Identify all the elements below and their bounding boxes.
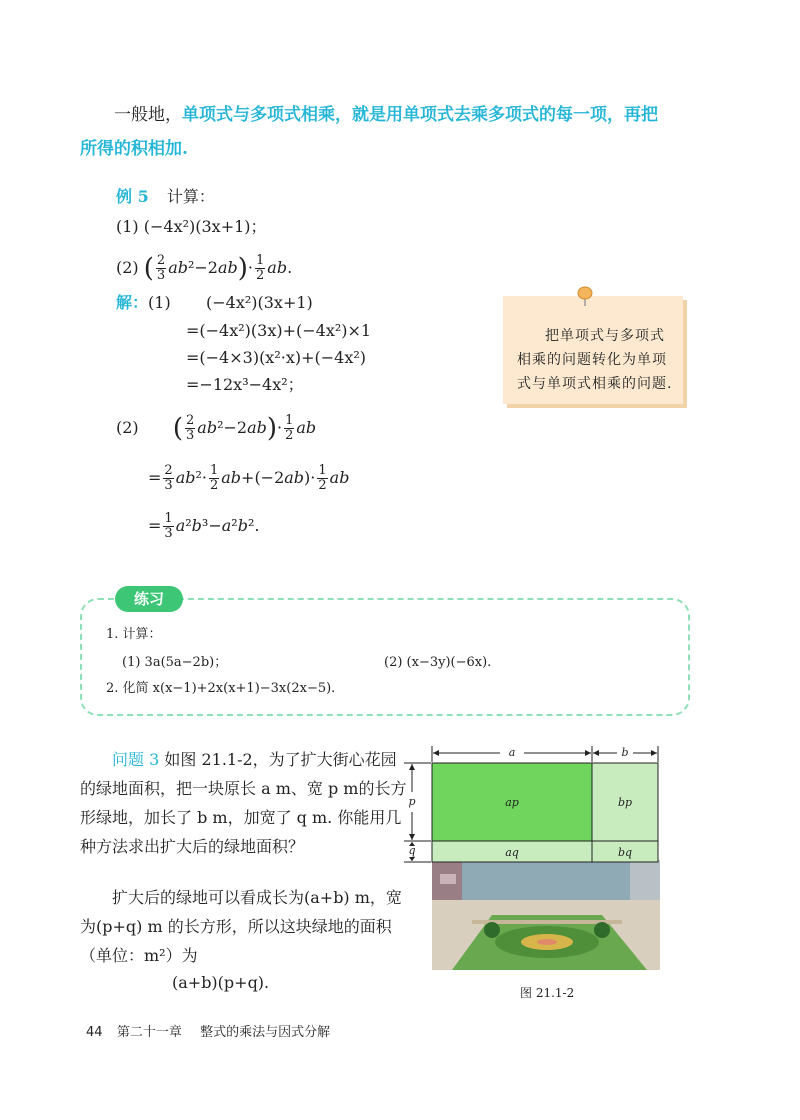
cell-ap-label: ap bbox=[505, 796, 519, 809]
figure-21-1-2 bbox=[400, 742, 670, 1000]
dim-a-label: a bbox=[508, 746, 516, 759]
cell-bp-label: bp bbox=[617, 796, 633, 809]
side-note-text: 把单项式与多项式相乘的问题转化为单项式与单项式相乘的问题. bbox=[517, 328, 673, 392]
problem3-label: 问题 3 bbox=[112, 750, 160, 769]
solution-step: =(−4×3)(x²·x)+(−4x²) bbox=[186, 348, 367, 367]
fraction-one-half: $\frac{1}{2}$ bbox=[318, 463, 327, 493]
garden-photo bbox=[432, 860, 660, 970]
exercise-q1: 1. 计算： bbox=[106, 627, 162, 642]
figure-caption: 图 21.1-2 bbox=[520, 986, 575, 1000]
solution-part1-label: (1) bbox=[148, 293, 171, 312]
fraction-one-half: $\frac{1}{2}$ bbox=[285, 413, 294, 443]
dim-p-label: p bbox=[408, 795, 416, 808]
item2-label: (2) bbox=[116, 258, 139, 277]
example-heading bbox=[116, 186, 215, 208]
fraction-two-thirds: $\frac{2}{3}$ bbox=[164, 463, 173, 493]
side-note bbox=[503, 296, 683, 404]
chapter-label: 第二十一章 bbox=[116, 1025, 182, 1040]
pushpin-icon bbox=[576, 286, 594, 306]
exercise-tag: 练习 bbox=[115, 586, 183, 612]
dim-b-label: b bbox=[621, 746, 629, 759]
example-label: 例 5 bbox=[116, 187, 149, 206]
solution-part2-line1: (2) ( $\frac{2}{3}$ ab²−2ab)· $\frac{1}{2}$ ab bbox=[116, 413, 317, 444]
fraction-one-third: $\frac{1}{3}$ bbox=[164, 511, 173, 541]
rule-text-line2: 所得的积相加. bbox=[80, 139, 188, 159]
cell-bq-label: bq bbox=[617, 846, 633, 859]
area-formula: (a+b)(p+q). bbox=[172, 973, 270, 992]
example-instruction: 计算： bbox=[166, 187, 215, 206]
solution-step: (−4x²)(3x+1) bbox=[206, 293, 313, 312]
fraction-one-half: $\frac{1}{2}$ bbox=[256, 253, 265, 283]
exercise-q1a: (1) 3a(5a−2b)； bbox=[122, 655, 228, 670]
exercise-q2: 2. 化简 x(x−1)+2x(x+1)−3x(2x−5). bbox=[106, 681, 336, 696]
example-item-2: (2) ( $\frac{2}{3}$ ab²−2ab)· $\frac{1}{2}$ ab. bbox=[116, 253, 293, 284]
solution-part2-line2: = $\frac{2}{3}$ ab²· $\frac{1}{2}$ ab+(−2ab)· $\frac{1}{2}$ ab bbox=[148, 463, 350, 493]
solution-label: 解：(1) bbox=[116, 293, 171, 312]
dim-q-label: q bbox=[408, 844, 416, 857]
solution-step: =−12x³−4x²； bbox=[186, 375, 304, 394]
solution-step: =(−4x²)(3x)+(−4x²)×1 bbox=[186, 321, 372, 340]
fraction-one-half: $\frac{1}{2}$ bbox=[209, 463, 219, 493]
exercise-q1b: (2) (x−3y)(−6x). bbox=[384, 655, 492, 670]
chapter-title: 整式的乘法与因式分解 bbox=[200, 1025, 331, 1040]
problem3-text bbox=[80, 745, 410, 861]
fraction-two-thirds: $\frac{2}{3}$ bbox=[186, 413, 195, 443]
intro-lead: 一般地， bbox=[114, 105, 182, 125]
solution-part2-line3: = $\frac{1}{3}$ a²b³−a²b². bbox=[148, 511, 260, 541]
intro-paragraph bbox=[80, 98, 700, 166]
problem3-body: 如图 21.1-2，为了扩大街心花园的绿地面积，把一块原长 a m、宽 p m的长方形绿地，加长了 b m，加宽了 q m. 你能用几种方法求出扩大后的绿地面积？ bbox=[80, 750, 407, 856]
fraction-two-thirds: $\frac{2}{3}$ bbox=[156, 253, 166, 283]
cell-aq-label: aq bbox=[505, 846, 519, 859]
rule-text-line1: 单项式与多项式相乘，就是用单项式去乘多项式的每一项，再把 bbox=[182, 105, 658, 125]
solution-part2-label: (2) bbox=[116, 418, 139, 437]
page-footer bbox=[86, 1021, 330, 1040]
page-number: 44 bbox=[86, 1025, 103, 1040]
example-item-1: (1) (−4x²)(3x+1)； bbox=[116, 217, 267, 236]
problem3-answer: 扩大后的绿地可以看成长为(a+b) m，宽为(p+q) m 的长方形，所以这块绿地的面积（单位：m²）为 bbox=[80, 888, 402, 965]
